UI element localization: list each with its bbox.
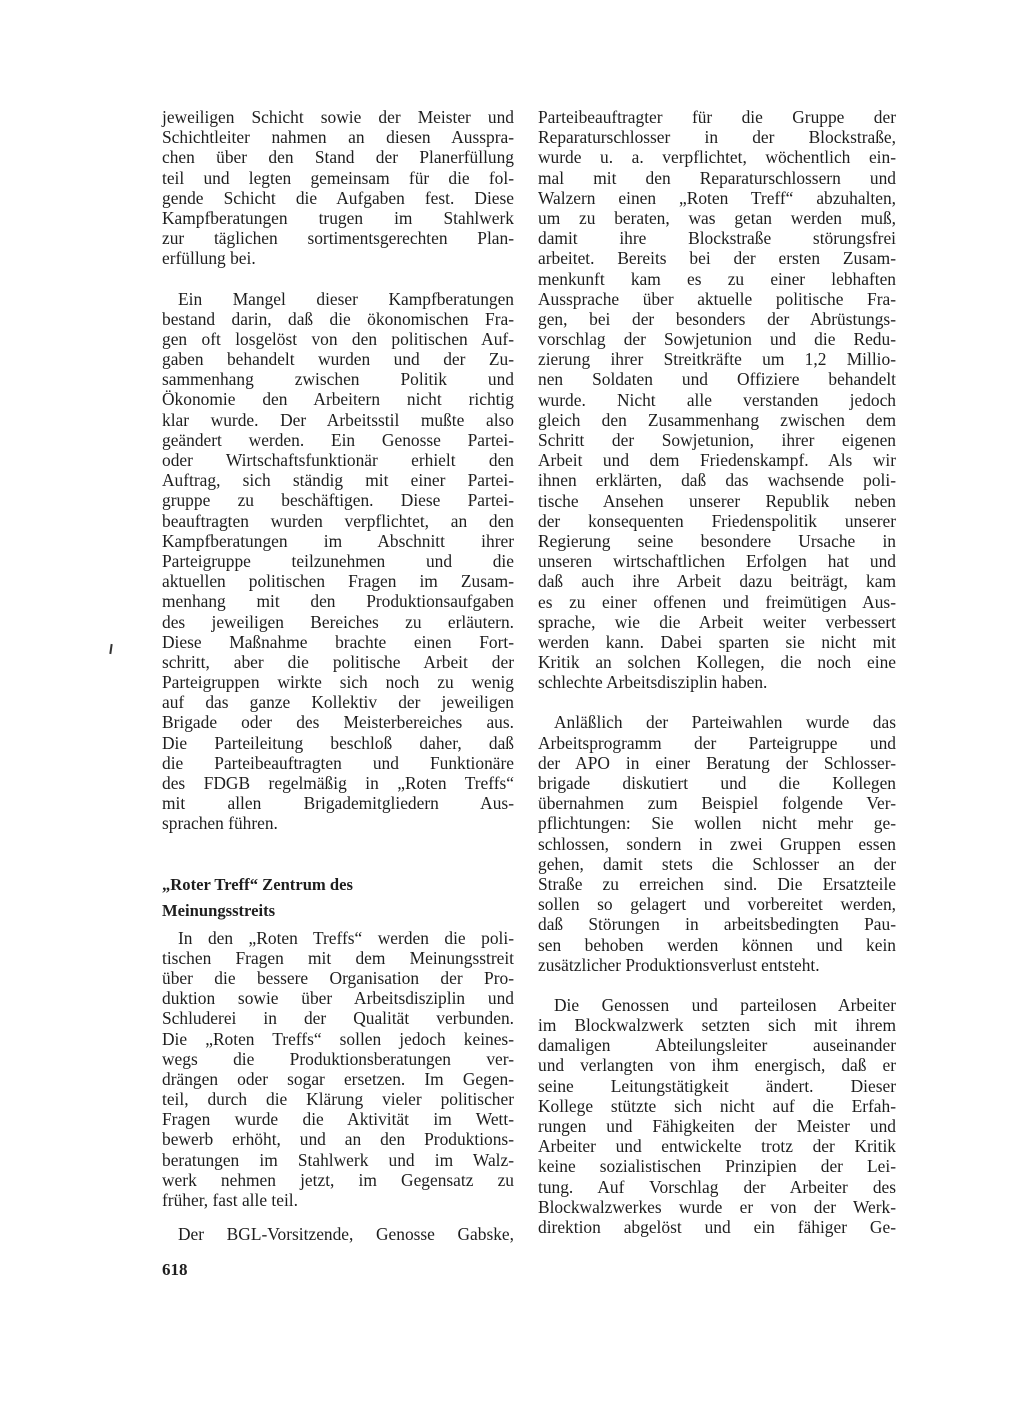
text-line: übernahmen zum Beispiel folgende Ver- <box>538 793 896 814</box>
text-line: des FDGB regelmäßig in „Roten Treffs“ <box>162 773 514 793</box>
text-line: duktion sowie über Arbeitsdisziplin und <box>162 988 514 1009</box>
text-line: pflichtungen: Sie wollen nicht mehr ge- <box>538 813 896 834</box>
text-line: Schichtleiter nahmen an diesen Ausspra- <box>162 127 514 148</box>
text-line: daß Störungen in arbeitsbedingten Pau- <box>538 914 896 935</box>
text-line: des jeweiligen Bereiches zu erläutern. <box>162 611 514 632</box>
text-line: bewerb erhöht, und an den Produktions- <box>162 1129 514 1150</box>
text-line: arbeitet. Bereits bei der ersten Zusam- <box>538 248 896 269</box>
right-column <box>538 107 896 1237</box>
text-line: seine Leitungstätigkeit ändert. Dieser <box>538 1075 896 1096</box>
heading-line: „Roter Treff“ Zentrum des <box>162 874 353 894</box>
text-line: es zu einer offenen und freimütigen Aus- <box>538 591 896 612</box>
text-line: chen über den Stand der Planerfüllung <box>162 147 514 168</box>
text-line: brigade diskutiert und die Kollegen <box>538 773 896 793</box>
paragraph <box>538 712 896 974</box>
text-line: wurde u. a. verpflichtet, wöchentlich ein- <box>538 147 896 168</box>
text-line: In den „Roten Treffs“ werden die poli- <box>178 927 514 948</box>
text-line: zur täglichen sortimentsgerechten Plan- <box>162 228 514 249</box>
text-line: gleich den Zusammenhang zwischen dem <box>538 409 896 430</box>
text-line: Die „Roten Treffs“ sollen jedoch keines- <box>162 1028 514 1049</box>
text-line: schlossen, sondern in zwei Gruppen essen <box>538 833 896 854</box>
text-line: Blockwalzwerkes wurde er von der Werk- <box>538 1196 896 1217</box>
text-line: der APO in einer Beratung der Schlosser- <box>538 752 896 773</box>
text-line: wurde. Nicht alle verstanden jedoch <box>538 389 896 410</box>
text-line: Anläßlich der Parteiwahlen wurde das <box>554 712 896 733</box>
text-line: schlechte Arbeitsdisziplin haben. <box>538 672 768 693</box>
text-line: drängen oder sogar ersetzen. Im Gegen- <box>162 1068 514 1089</box>
text-line: der konsequenten Friedenspolitik unserer <box>538 510 896 531</box>
left-column <box>162 107 514 1244</box>
text-line: gen, bei der besonders der Abrüstungs- <box>538 308 896 329</box>
text-line: Walzern einen „Roten Treff“ abzuhalten, <box>538 187 896 208</box>
text-line: tische Ansehen unserer Republik neben <box>538 490 896 511</box>
text-line: werk nehmen jetzt, im Gegensatz zu <box>162 1169 514 1190</box>
text-line: beratungen im Stahlwerk und im Walz- <box>162 1149 514 1170</box>
text-line: gende Schicht die Aufgaben fest. Diese <box>162 187 514 208</box>
text-line: Der BGL-Vorsitzende, Genosse Gabske, <box>178 1224 514 1245</box>
heading-line: Meinungsstreits <box>162 900 276 920</box>
text-line: Reparaturschlosser in der Blockstraße, <box>538 127 896 148</box>
text-line: teil, durch die Klärung vieler politischer <box>162 1089 514 1110</box>
text-line: Arbeiter und entwickelte trotz der Kritik <box>538 1136 896 1157</box>
text-line: beauftragten wurden verpflichtet, an den <box>162 510 514 531</box>
text-line: menkunft kam es zu einer lebhaften <box>538 268 896 289</box>
text-line: sammenhang zwischen Politik und <box>162 369 514 390</box>
text-line: sprache, wie die Arbeit weiter verbessert <box>538 611 896 632</box>
text-line: damit ihre Blockstraße störungsfrei <box>538 228 896 249</box>
text-line: rungen und Fähigkeiten der Meister und <box>538 1116 896 1136</box>
text-line: schritt, aber die politische Arbeit der <box>162 651 514 672</box>
text-line: Arbeitsprogramm der Parteigruppe und <box>538 732 896 753</box>
text-line: geändert werden. Ein Genosse Partei- <box>162 429 514 450</box>
text-line: direktion abgelöst und ein fähiger Ge- <box>538 1216 896 1237</box>
text-line: früher, fast alle teil. <box>162 1190 298 1210</box>
text-line: oder Wirtschaftsfunktionär erhielt den <box>162 450 514 470</box>
text-line: vorschlag der Sowjetunion und die Redu- <box>538 329 896 350</box>
text-line: mit allen Brigademitgliedern Aus- <box>162 793 514 814</box>
text-line: gehen, damit stets die Schlosser an der <box>538 853 896 874</box>
text-line: teil und legten gemeinsam für die fol- <box>162 167 514 188</box>
text-line: Straße zu erreichen sind. Die Ersatzteile <box>538 873 896 894</box>
text-line: zierung ihrer Streitkräfte um 1,2 Millio- <box>538 349 896 370</box>
text-line: zusätzlicher Produktionsverlust entsteht. <box>538 954 820 975</box>
text-line: Parteigruppe teilzunehmen und die <box>162 550 514 571</box>
text-line: tung. Auf Vorschlag der Arbeiter des <box>538 1176 896 1197</box>
text-line: daß auch ihre Arbeit dazu beiträgt, kam <box>538 571 896 592</box>
text-line: Kollege stützte sich nicht auf die Erfah- <box>538 1095 896 1116</box>
paragraph <box>162 289 514 834</box>
text-line: Die Genossen und parteilosen Arbeiter <box>554 994 896 1015</box>
text-line: ihnen erklärten, daß das wachsende poli- <box>538 470 896 491</box>
text-line: und verlangten von ihm energisch, daß er <box>538 1055 896 1076</box>
paragraph <box>162 1224 514 1244</box>
margin-mark <box>109 644 112 654</box>
text-line: unseren wirtschaftlichen Erfolgen hat und <box>538 551 896 572</box>
text-line: klar wurde. Der Arbeitsstil mußte also <box>162 409 514 430</box>
text-line: menhang mit den Produktionsaufgaben <box>162 591 514 612</box>
text-line: sollen so gelagert und vorbereitet werden, <box>538 894 896 915</box>
text-line: gen oft losgelöst von den politischen Auf- <box>162 328 514 349</box>
text-line: bestand darin, daß die ökonomischen Fra- <box>162 308 514 329</box>
paragraph <box>162 928 514 1211</box>
text-line: sprachen führen. <box>162 813 278 834</box>
text-line: Diese Maßnahme brachte einen Fort- <box>162 631 514 652</box>
text-line: Kritik an solchen Kollegen, die noch eine <box>538 652 896 673</box>
text-line: über die bessere Organisation der Pro- <box>162 967 514 988</box>
text-line: jeweiligen Schicht sowie der Meister und <box>162 107 514 127</box>
text-line: die Parteibeauftragten und Funktionäre <box>162 752 514 773</box>
text-line: tischen Fragen mit dem Meinungsstreit <box>162 947 514 968</box>
text-line: Ökonomie den Arbeitern nicht richtig <box>162 389 514 410</box>
text-line: sen behoben werden können und kein <box>538 934 896 955</box>
text-line: mal mit den Reparaturschlossern und <box>538 167 896 188</box>
paragraph <box>538 995 896 1237</box>
text-line: gaben behandelt wurden und der Zu- <box>162 349 514 370</box>
text-line: erfüllung bei. <box>162 248 256 269</box>
text-line: nen Soldaten und Offiziere behandelt <box>538 369 896 390</box>
text-line: Aussprache über aktuelle politische Fra- <box>538 288 896 309</box>
text-line: Schluderei in der Qualität verbunden. <box>162 1008 514 1029</box>
text-line: keine sozialistischen Prinzipien der Lei- <box>538 1156 896 1177</box>
page-number: 618 <box>162 1260 188 1279</box>
text-line: wegs die Produktionsberatungen ver- <box>162 1048 514 1069</box>
text-line: Fragen wurde die Aktivität im Wett- <box>162 1109 514 1130</box>
text-line: gruppe zu beschäftigen. Diese Partei- <box>162 490 514 511</box>
text-line: Parteibeauftragter für die Gruppe der <box>538 107 896 127</box>
text-line: damaligen Abteilungsleiter auseinander <box>538 1035 896 1056</box>
text-line: Brigade oder des Meisterbereiches aus. <box>162 712 514 733</box>
text-line: Schritt der Sowjetunion, ihrer eigenen <box>538 430 896 450</box>
text-line: werden kann. Dabei sparten sie nicht mit <box>538 631 896 652</box>
text-line: Arbeit und dem Friedenskampf. Als wir <box>538 450 896 471</box>
text-line: Regierung seine besondere Ursache in <box>538 530 896 551</box>
text-line: Auftrag, sich ständig mit einer Partei- <box>162 470 514 491</box>
text-line: um zu beraten, was getan werden muß, <box>538 207 896 228</box>
section-heading <box>162 872 514 924</box>
text-line: Parteigruppen wirkte sich noch zu wenig <box>162 672 514 693</box>
text-line: im Blockwalzwerk setzten sich mit ihrem <box>538 1015 896 1036</box>
text-line: Kampfberatungen trugen im Stahlwerk <box>162 207 514 228</box>
text-line: Ein Mangel dieser Kampfberatungen <box>178 288 514 309</box>
paragraph <box>538 107 896 692</box>
text-line: Kampfberatungen im Abschnitt ihrer <box>162 530 514 551</box>
text-line: auf das ganze Kollektiv der jeweiligen <box>162 692 514 713</box>
text-line: Die Parteileitung beschloß daher, daß <box>162 732 514 753</box>
paragraph <box>162 107 514 269</box>
text-line: aktuellen politischen Fragen im Zusam- <box>162 571 514 592</box>
